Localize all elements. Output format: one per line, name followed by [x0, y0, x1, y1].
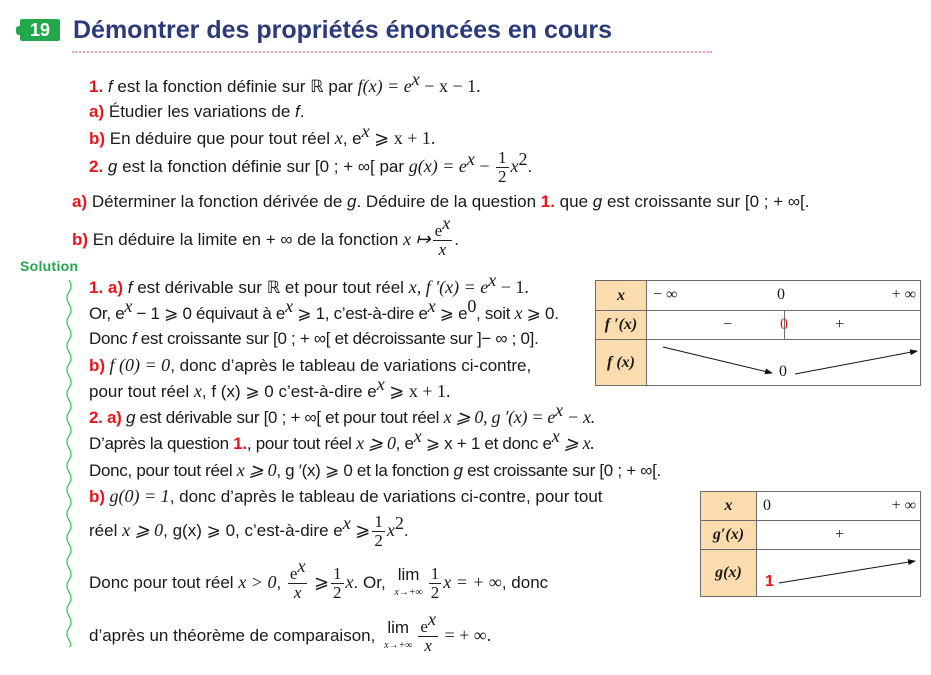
- q2b-frac-num: [433, 213, 453, 241]
- q2b-fraction: [433, 213, 453, 260]
- table-g-sign-row: [757, 521, 921, 550]
- q1a-label: a): [89, 102, 105, 121]
- sol-l11-frac3: [429, 565, 442, 602]
- sol-l1-text: est dérivable sur: [132, 278, 267, 297]
- q1-text2: par: [323, 77, 358, 96]
- solution-line-2: [89, 296, 559, 325]
- q2-frac-den: 2: [498, 167, 507, 187]
- sol-l2-s2: x: [285, 296, 293, 316]
- sol-l11-limsub: x→+∞: [394, 586, 423, 598]
- sol-l2-s4: 0: [467, 296, 477, 316]
- table-g-sign-plus: +: [835, 526, 845, 543]
- sol-l10-b: , g(x) ⩾ 0, c’est-à-dire e: [163, 521, 343, 540]
- q2-tail: x: [510, 156, 519, 176]
- sol-l5-b: , f (x) ⩾ 0 c’est-à-dire e: [201, 382, 377, 401]
- solution-line-11: [89, 556, 549, 605]
- sol-l11-f3num: 1: [430, 564, 440, 584]
- table-f-min-value: 0: [779, 363, 787, 380]
- sol-l6-c: − x.: [562, 407, 595, 427]
- sol-l1-sup: x: [488, 270, 497, 290]
- q1-f: f: [107, 77, 113, 96]
- q2-end: .: [527, 157, 533, 176]
- q2-g: g: [107, 157, 118, 176]
- sol-l1-f: f: [127, 278, 133, 297]
- q2b-text: En déduire la limite en + ∞ de la fonction: [92, 230, 404, 249]
- sol-l7-ref: 1.: [233, 434, 247, 453]
- sol-l12-fden: x: [424, 636, 432, 656]
- statement-q1b: [89, 121, 436, 150]
- q2a-label: a): [72, 192, 88, 211]
- q2b-num-e: e: [434, 221, 443, 241]
- sol-l10-x: x ⩾ 0: [122, 520, 164, 540]
- q1-label: 1.: [89, 77, 104, 96]
- sol-l11-f: x = + ∞: [443, 572, 502, 592]
- q2a-text: Déterminer la fonction dérivée de: [91, 192, 347, 211]
- sol-l11-f2num: 1: [333, 564, 342, 584]
- q2b-num-sup: x: [442, 213, 451, 234]
- sol-l2-b: − 1 ⩾ 0 équivaut à e: [132, 304, 286, 323]
- sol-l11-frac1: [288, 556, 308, 603]
- sol-l4-text: , donc d’après le tableau de variations ci-contre,: [170, 356, 532, 375]
- sol-l1-text2: et pour tout réel: [280, 278, 409, 297]
- q2b-end: .: [454, 230, 459, 249]
- table-f-header-fprime: f ′(x): [596, 311, 647, 340]
- statement-q2b: [72, 213, 459, 261]
- q2a-g2: g: [592, 192, 603, 211]
- increasing-arrow: [779, 561, 915, 583]
- table-g-start-value: 1: [765, 573, 774, 590]
- q2b-frac-den: x: [438, 240, 447, 260]
- sol-l5-x: x: [193, 381, 202, 401]
- sol-l7-b: , pour tout réel: [246, 434, 357, 453]
- table-f-sign-minus: −: [723, 316, 733, 333]
- sol-l12-fe: e: [420, 617, 428, 637]
- sol-l11-x: x > 0: [238, 572, 277, 592]
- table-g-header-x: x: [701, 492, 757, 521]
- q1a-text: Étudier les variations de: [108, 102, 296, 121]
- sol-l10-e: .: [403, 521, 409, 540]
- sol-l11-lim: lim: [397, 564, 420, 584]
- exercise-title: Démontrer des propriétés énoncées en cours: [73, 16, 613, 44]
- table-g-header-gprime: g′(x): [701, 521, 757, 550]
- sol-l11-frac2: [331, 565, 344, 602]
- exercise-number-badge: 19: [20, 19, 60, 41]
- statement-q2a: [72, 191, 809, 213]
- increasing-arrow: [795, 351, 917, 374]
- sol-l5-a: pour tout réel: [89, 382, 194, 401]
- sol-l7-x: x ⩾ 0: [356, 433, 396, 453]
- q2-fraction: [496, 149, 509, 186]
- sol-l6-x: x ⩾ 0: [443, 407, 484, 427]
- sol-l12-b: = + ∞.: [439, 625, 492, 645]
- sol-l10-den: 2: [374, 531, 383, 551]
- table-g-variation-row: [757, 550, 921, 597]
- statement-q2: [89, 148, 532, 186]
- sol-l1-R: ℝ: [266, 278, 281, 297]
- q2b-map: x ↦: [403, 229, 431, 249]
- sol-l2-a: Or, e: [89, 304, 125, 323]
- sol-l3-f: f: [131, 329, 137, 348]
- q1b-rest: ⩾ x + 1.: [369, 128, 436, 148]
- q2b-label: b): [72, 230, 89, 249]
- sol-l12-a: d’après un théorème de comparaison,: [89, 626, 381, 645]
- table-f-x-minus-inf: − ∞: [653, 286, 678, 303]
- table-f-header-f: f (x): [596, 340, 647, 386]
- q1b-x: x: [334, 128, 343, 148]
- sol-l10-a: réel: [89, 521, 123, 540]
- sol-l10-s: x: [342, 513, 351, 533]
- table-g-header-g: g(x): [701, 550, 757, 597]
- sol-l7-e: ⩾ x.: [559, 433, 595, 453]
- sol-l8-c: est croissante sur [0 ; + ∞[.: [462, 461, 661, 480]
- table-g-x-plus-inf: + ∞: [891, 497, 916, 514]
- solution-line-5: [89, 374, 451, 403]
- variation-table-g: [700, 491, 921, 597]
- sol-l7-d: ⩾ x + 1 et donc e: [421, 434, 552, 453]
- table-f-x-plus-inf: + ∞: [891, 286, 916, 303]
- variation-table-f: [595, 280, 921, 386]
- q2-text: est la fonction définie sur [0 ; + ∞[ par: [117, 157, 409, 176]
- sol-l2-e: , soit: [476, 304, 515, 323]
- sol-l11-g: , donc: [501, 573, 549, 592]
- title-dotted-divider: [72, 51, 712, 53]
- sol-l11-f3den: 2: [430, 583, 440, 603]
- q1b-comma: , e: [342, 129, 362, 148]
- sol-l11-f2den: 2: [333, 583, 342, 603]
- q1-text: est la fonction définie sur: [112, 77, 311, 96]
- q2-frac-num: 1: [498, 148, 507, 168]
- sol2b-label: b): [89, 487, 106, 506]
- table-f-x-zero: 0: [777, 286, 785, 303]
- sol-l4-expr: f (0) = 0: [105, 355, 171, 375]
- sol-l6-g: g: [125, 408, 136, 427]
- sol-l6-a: est dérivable sur [0 ; + ∞[ et pour tout réel: [135, 408, 444, 427]
- sol-l10-dsup: 2: [394, 513, 404, 533]
- sol-l1-x: x: [408, 277, 417, 297]
- solution-wavy-brace: [64, 280, 74, 647]
- statement-q1: [89, 69, 481, 98]
- sol-l6-b: , g ′(x) = e: [483, 407, 556, 427]
- q2-label: 2.: [89, 157, 104, 176]
- sol-l8-x: x ⩾ 0: [236, 460, 277, 480]
- q1-expr2: − x − 1.: [419, 76, 481, 96]
- q1a-f: f: [295, 102, 300, 121]
- sol-l12-lim: lim: [387, 617, 410, 637]
- q1b-text: En déduire que pour tout réel: [109, 129, 335, 148]
- solution-heading: Solution: [20, 258, 79, 274]
- q1b-label: b): [89, 129, 106, 148]
- sol-l2-x: x: [514, 303, 523, 323]
- sol-l10-num: 1: [374, 512, 383, 532]
- table-f-x-row: [647, 281, 921, 311]
- solution-line-9: [89, 485, 603, 508]
- solution-line-1: [89, 270, 529, 299]
- table-f-variation-row: [647, 340, 921, 386]
- sol-l7-s1: x: [413, 426, 422, 446]
- table-g-arrow-svg: [757, 550, 922, 596]
- sol-l11-b: ,: [276, 573, 286, 592]
- sol-l10-fraction: [372, 513, 385, 550]
- sol-l8-g: g: [453, 461, 463, 480]
- decreasing-arrow: [663, 347, 772, 373]
- sol-l8-a: Donc, pour tout réel: [89, 461, 237, 480]
- sol-l11-c: ⩾: [309, 572, 330, 592]
- q2a-g: g: [347, 192, 357, 211]
- q1-reals: ℝ: [310, 77, 324, 96]
- solution-line-4: [89, 354, 531, 377]
- sol-l3-a: Donc: [89, 329, 132, 348]
- sol-l2-d: ⩾ e: [435, 304, 468, 323]
- statement-q1a: [89, 101, 304, 123]
- sol-l7-a: D’après la question: [89, 434, 234, 453]
- sol-l5-c: ⩾ x + 1.: [384, 381, 451, 401]
- sol-l11-f1num: [288, 556, 308, 584]
- q1-sup: x: [411, 69, 420, 89]
- sol-l2-s1: x: [124, 296, 133, 316]
- solution-line-7: [89, 426, 595, 455]
- solution-line-12: [89, 609, 492, 659]
- table-f-sign-row: [647, 311, 921, 340]
- sol-l1-expr: , f ′(x) = e: [416, 277, 489, 297]
- q1a-end: .: [299, 102, 305, 121]
- sol-l9-text: , donc d’après le tableau de variations ci-contre, pour tout: [169, 487, 603, 506]
- q2a-text4: est croissante sur [0 ; + ∞[.: [602, 192, 810, 211]
- sol-l9-expr: g(0) = 1: [105, 486, 170, 506]
- sol-l12-fnum: [418, 609, 438, 637]
- sol-l2-c: ⩾ 1, c’est-à-dire e: [292, 304, 428, 323]
- sol-l10-d: x: [386, 520, 395, 540]
- sol-l12-limit: [384, 617, 413, 653]
- sol-l11-e: . Or,: [353, 573, 391, 592]
- sol-l7-s2: x: [551, 426, 560, 446]
- sol-l2-f: ⩾ 0.: [522, 304, 559, 323]
- table-f-header-x: x: [596, 281, 647, 311]
- table-g-x-zero: 0: [763, 497, 771, 514]
- q2a-text3: que: [554, 192, 593, 211]
- sol-l11-a: Donc pour tout réel: [89, 573, 239, 592]
- table-g-x-row: [757, 492, 921, 521]
- sol-l2-s3: x: [427, 296, 436, 316]
- solution-line-10: [89, 510, 409, 551]
- sol-l11-d: x: [345, 572, 354, 592]
- sol-l11-limit: [394, 564, 423, 600]
- q2-expr: g(x) = e: [408, 156, 467, 176]
- sol-l12-frac: [418, 609, 438, 656]
- solution-line-8: [89, 459, 661, 482]
- solution-line-3: [89, 328, 539, 350]
- sol-l5-s: x: [376, 374, 385, 394]
- table-f-sign-zero: 0: [780, 316, 788, 333]
- sol-l10-c: ⩾: [350, 520, 371, 540]
- sol-l12-limsub: x→+∞: [384, 639, 413, 651]
- q2-sup: x: [466, 149, 475, 169]
- q1-expr: f(x) = e: [357, 76, 412, 96]
- sol-l11-f1sup: x: [297, 556, 306, 577]
- sol-l11-f1e: e: [289, 564, 298, 584]
- sol-l7-c: , e: [395, 434, 414, 453]
- q2-minus: −: [474, 156, 495, 176]
- sol-l3-b: est croissante sur [0 ; + ∞[ et décroissante sur ]− ∞ ; 0].: [136, 329, 539, 348]
- q1b-sup: x: [361, 121, 370, 141]
- q2a-text2: . Déduire de la question: [356, 192, 541, 211]
- q2-tail-sup: 2: [518, 149, 528, 169]
- sol1b-label: b): [89, 356, 106, 375]
- sol-l1-end: − 1.: [496, 277, 529, 297]
- sol2a-label: 2. a): [89, 408, 122, 427]
- sol-l11-f1den: x: [293, 583, 302, 603]
- sol-l6-s: x: [555, 400, 563, 420]
- table-f-sign-plus: +: [835, 316, 845, 333]
- sol-l8-b: , g ′(x) ⩾ 0 et la fonction: [276, 461, 454, 480]
- sol1a-label: 1. a): [89, 278, 124, 297]
- solution-line-6: [89, 400, 595, 429]
- q2a-ref: 1.: [540, 192, 555, 211]
- sol-l12-fsup: x: [427, 609, 436, 630]
